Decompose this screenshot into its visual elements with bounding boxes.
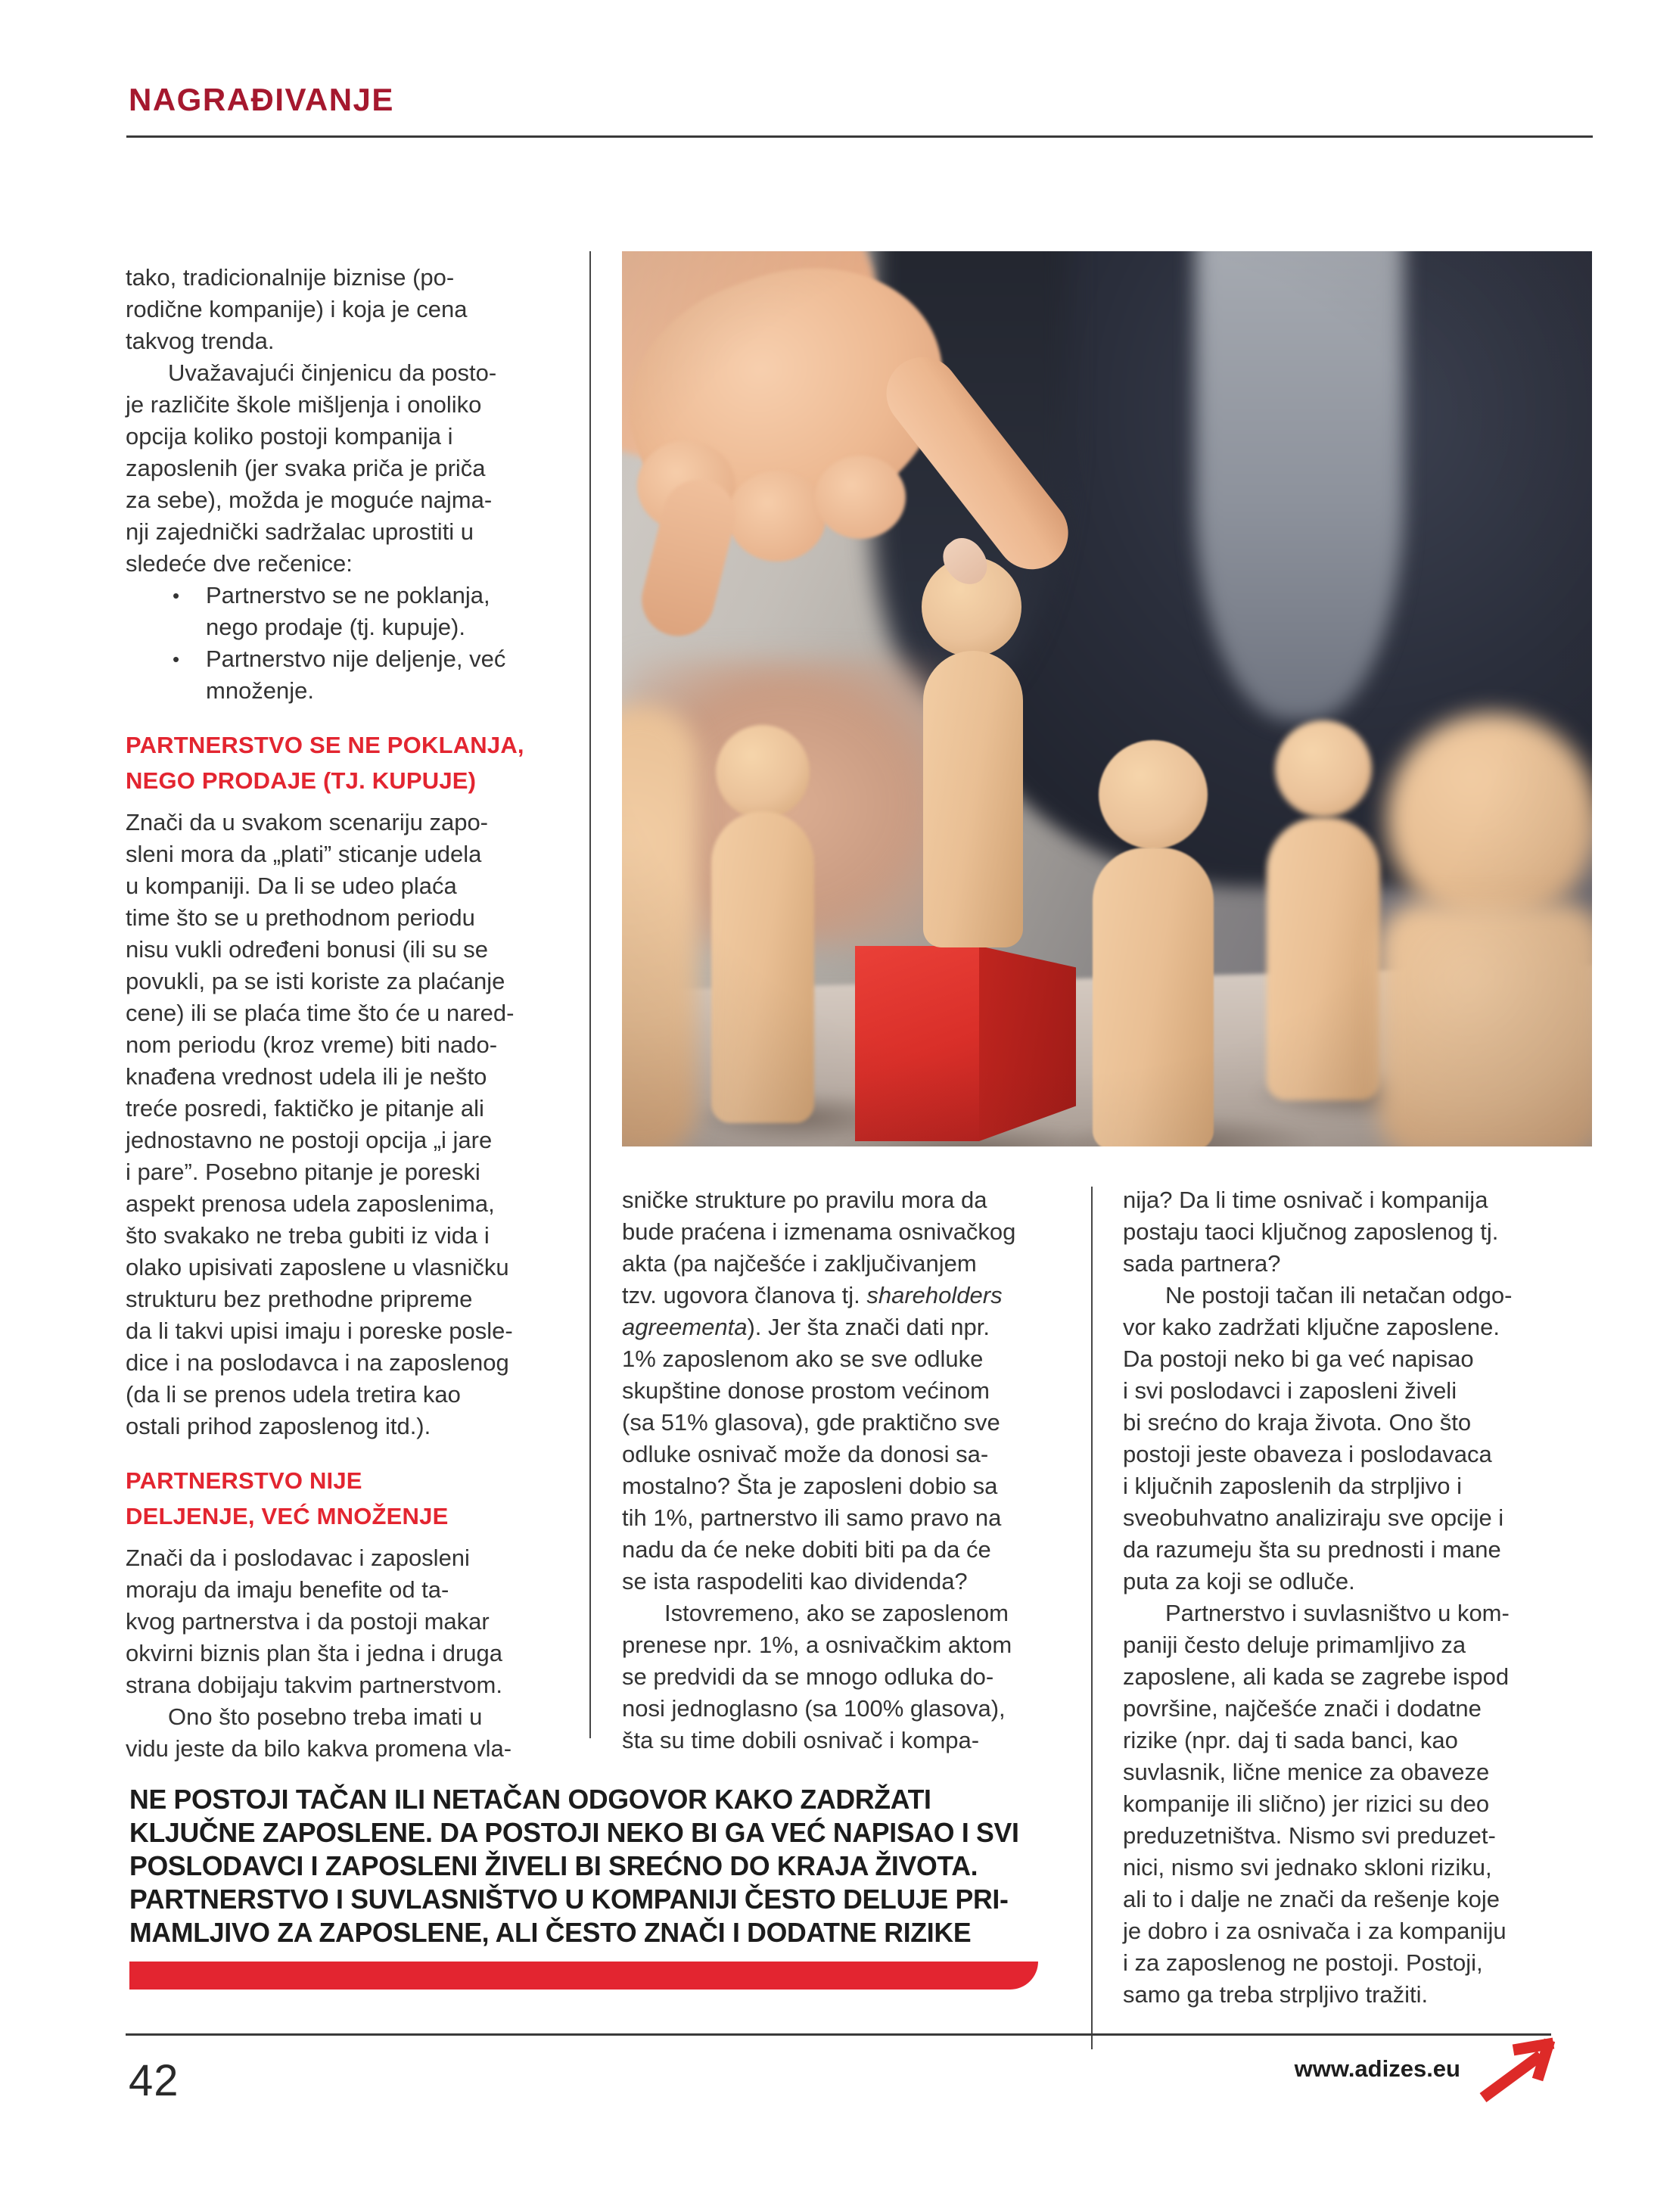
photo-illustration	[622, 251, 1592, 1146]
pull-quote	[129, 1783, 1081, 1949]
text-line: Znači da u svakom scenariju zapo-	[126, 809, 489, 835]
column-2	[622, 1184, 1085, 1756]
text-line: nija? Da li time osnivač i kompanija	[1123, 1187, 1488, 1213]
text-line: je različite škole mišljenja i onoliko	[126, 391, 482, 418]
text-line: nji zajednički sadržalac uprostiti u	[126, 518, 474, 545]
text-line: suvlasnik, lične menice za obaveze	[1123, 1759, 1490, 1785]
text-line: kompanije ili slično) jer rizici su deo	[1123, 1790, 1490, 1817]
text-line: strukturu bez prethodne pripreme	[126, 1286, 473, 1312]
text-line: cene) ili se plaća time što će u nared-	[126, 1000, 515, 1026]
text-line: se predvidi da se mnogo odluka do-	[622, 1663, 994, 1690]
text-line: nom periodu (kroz vreme) biti nado-	[126, 1031, 498, 1058]
text-line: Da postoji neko bi ga već napisao	[1123, 1346, 1474, 1372]
text-line: i ključnih zaposlenih da strpljivo i	[1123, 1473, 1463, 1499]
paragraph	[622, 1184, 1085, 1598]
text-line: nadu da će neke dobiti biti pa da će	[622, 1536, 991, 1563]
text-line: agreementa). Jer šta znači dati npr.	[622, 1314, 990, 1340]
text-line: knađena vrednost udela ili je nešto	[126, 1063, 487, 1090]
pull-quote-line: NE POSTOJI TAČAN ILI NETAČAN ODGOVOR KAKO ZADRŽATI	[129, 1784, 931, 1815]
text-line: zaposlenih (jer svaka priča je priča	[126, 455, 486, 481]
red-subheading	[126, 1463, 590, 1534]
text-line: ali to i dalje ne znači da rešenje koje	[1123, 1886, 1500, 1912]
text-line: strana dobijaju takvim partnerstvom.	[126, 1672, 502, 1698]
paragraph	[126, 357, 590, 580]
text-line: zaposlene, ali kada se zagrebe ispod	[1123, 1663, 1510, 1690]
text-line: u kompaniji. Da li se udeo plaća	[126, 873, 457, 899]
text-line: akta (pa najčešće i zaključivanjem	[622, 1250, 977, 1277]
text-line: sledeće dve rečenice:	[126, 550, 353, 577]
bullet-item	[126, 580, 590, 643]
text-line: nosi jednoglasno (sa 100% glasova),	[622, 1695, 1006, 1722]
text-line: postaju taoci ključnog zaposlenog tj.	[1123, 1218, 1499, 1245]
pull-quote-line: KLJUČNE ZAPOSLENE. DA POSTOJI NEKO BI GA VEĆ NAPISAO I SVI	[129, 1817, 1019, 1848]
text-line: prenese npr. 1%, a osnivačkim aktom	[622, 1632, 1012, 1658]
text-line: Ne postoji tačan ili netačan odgo-	[1165, 1282, 1513, 1308]
text-line: paniji često deluje primamljivo za	[1123, 1632, 1466, 1658]
text-line: što svakako ne treba gubiti iz vida i	[126, 1222, 490, 1249]
text-line: Uvažavajući činjenicu da posto-	[168, 359, 497, 386]
text-line: nisu vukli određeni bonusi (ili su se	[126, 936, 489, 963]
text-line: i pare”. Posebno pitanje je poreski	[126, 1159, 480, 1185]
text-line: moraju da imaju benefite od ta-	[126, 1576, 449, 1603]
text-line: Partnerstvo i suvlasništvo u kom-	[1165, 1600, 1510, 1626]
text-line: takvog trenda.	[126, 328, 275, 354]
text-line: (sa 51% glasova), gde praktično sve	[622, 1409, 1000, 1436]
text-line: da razumeju šta su prednosti i mane	[1123, 1536, 1501, 1563]
text-line: da li takvi upisi imaju i poreske posle-	[126, 1318, 513, 1344]
paragraph	[126, 262, 590, 357]
text-line: puta za koji se odluče.	[1123, 1568, 1355, 1594]
text-line: sničke strukture po pravilu mora da	[622, 1187, 987, 1213]
text-line: opcija koliko postoji kompanija i	[126, 423, 453, 450]
paragraph	[126, 807, 590, 1442]
text-line: aspekt prenosa udela zaposlenima,	[126, 1190, 495, 1217]
text-line: PARTNERSTVO SE NE POKLANJA,	[126, 732, 524, 758]
text-line: i za zaposlenog ne postoji. Postoji,	[1123, 1949, 1483, 1976]
text-line: rodične kompanije) i koja je cena	[126, 296, 468, 322]
website-url: www.adizes.eu	[1294, 2055, 1460, 2082]
text-line: tzv. ugovora članova tj. shareholders	[622, 1282, 1003, 1308]
text-line: jednostavno ne postoji opcija „i jare	[126, 1127, 493, 1153]
text-line: Znači da i poslodavac i zaposleni	[126, 1545, 470, 1571]
text-line: vidu jeste da bilo kakva promena vla-	[126, 1735, 512, 1762]
text-line: 1% zaposlenom ako se sve odluke	[622, 1346, 984, 1372]
text-line: nego prodaje (tj. kupuje).	[206, 614, 465, 640]
text-line: samo ga treba strpljivo tražiti.	[1123, 1981, 1429, 2008]
text-line: odluke osnivač može da donosi sa-	[622, 1441, 989, 1467]
paragraph	[1123, 1280, 1577, 1598]
text-line: kvog partnerstva i da postoji makar	[126, 1608, 490, 1635]
pull-quote-line: MAMLJIVO ZA ZAPOSLENE, ALI ČESTO ZNAČI I DODATNE RIZIKE	[129, 1917, 972, 1948]
text-line: tih 1%, partnerstvo ili samo pravo na	[622, 1504, 1002, 1531]
text-line: dice i na poslodavca i na zaposlenog	[126, 1349, 509, 1376]
paragraph	[126, 1542, 590, 1701]
photo-vignette	[622, 251, 1592, 1146]
text-line: tako, tradicionalnije biznise (po-	[126, 264, 455, 291]
column-3	[1123, 1184, 1577, 2011]
pull-quote-line: PARTNERSTVO I SUVLASNIŠTVO U KOMPANIJI ČESTO DELUJE PRI-	[129, 1884, 1009, 1915]
text-line: skupštine donose prostom većinom	[622, 1377, 990, 1404]
text-line: šta su time dobili osnivač i kompa-	[622, 1727, 980, 1753]
red-subheading	[126, 727, 590, 798]
text-line: postoji jeste obaveza i poslodavaca	[1123, 1441, 1492, 1467]
page-number: 42	[129, 2056, 179, 2105]
column-divider-2	[1091, 1187, 1093, 2049]
text-line: sleni mora da „plati” sticanje udela	[126, 841, 482, 867]
text-line: • Partnerstvo nije deljenje, već	[126, 643, 590, 675]
text-line: povukli, pa se isti koriste za plaćanje	[126, 968, 505, 994]
text-line: okvirni biznis plan šta i jedna i druga	[126, 1640, 502, 1666]
text-line: za sebe), možda je moguće najma-	[126, 487, 493, 513]
section-title: NAGRAĐIVANJE	[129, 82, 394, 117]
text-line: bude praćena i izmenama osnivačkog	[622, 1218, 1016, 1245]
text-line: vor kako zadržati ključne zaposlene.	[1123, 1314, 1500, 1340]
text-line: i svi poslodavci i zaposleni živeli	[1123, 1377, 1457, 1404]
text-line: bi srećno do kraja života. Ono što	[1123, 1409, 1472, 1436]
header-rule	[126, 135, 1593, 138]
pull-quote-line: POSLODAVCI I ZAPOSLENI ŽIVELI BI SREĆNO DO KRAJA ŽIVOTA.	[129, 1850, 978, 1881]
text-line: (da li se prenos udela tretira kao	[126, 1381, 461, 1408]
text-line: sveobuhvatno analiziraju sve opcije i	[1123, 1504, 1504, 1531]
text-line: nici, nismo svi jednako skloni riziku,	[1123, 1854, 1492, 1881]
paragraph	[126, 1701, 590, 1765]
bullet-marker: •	[173, 648, 180, 670]
adizes-arrow-logo-icon	[1474, 2034, 1563, 2107]
red-accent-bar	[129, 1962, 1038, 1990]
paragraph	[622, 1598, 1085, 1756]
text-line: treće posredi, faktičko je pitanje ali	[126, 1095, 484, 1122]
text-line: time što se u prethodnom periodu	[126, 904, 475, 931]
paragraph	[1123, 1598, 1577, 2011]
text-line: ostali prihod zaposlenog itd.).	[126, 1413, 431, 1439]
text-line: PARTNERSTVO NIJE	[126, 1467, 362, 1494]
text-line: DELJENJE, VEĆ MNOŽENJE	[126, 1503, 449, 1529]
text-line: Ono što posebno treba imati u	[168, 1703, 483, 1730]
text-line: je dobro i za osnivača i za kompaniju	[1123, 1918, 1507, 1944]
text-line: olako upisivati zaposlene u vlasničku	[126, 1254, 509, 1280]
text-line: preduzetništva. Nismo svi preduzet-	[1123, 1822, 1496, 1849]
column-1	[126, 262, 590, 1765]
text-line: sada partnera?	[1123, 1250, 1281, 1277]
bullet-item	[126, 643, 590, 707]
bullet-marker: •	[173, 584, 180, 607]
text-line: rizike (npr. daj ti sada banci, kao	[1123, 1727, 1458, 1753]
text-line: površine, najčešće znači i dodatne	[1123, 1695, 1482, 1722]
text-line: množenje.	[206, 677, 315, 704]
text-line: se ista raspodeliti kao dividenda?	[622, 1568, 968, 1594]
paragraph	[1123, 1184, 1577, 1280]
text-line: mostalno? Šta je zaposleni dobio sa	[622, 1473, 998, 1499]
footer-rule	[126, 2033, 1551, 2036]
text-line: NEGO PRODAJE (TJ. KUPUJE)	[126, 767, 477, 794]
text-line: Istovremeno, ako se zaposlenom	[664, 1600, 1009, 1626]
text-line: • Partnerstvo se ne poklanja,	[126, 580, 590, 611]
